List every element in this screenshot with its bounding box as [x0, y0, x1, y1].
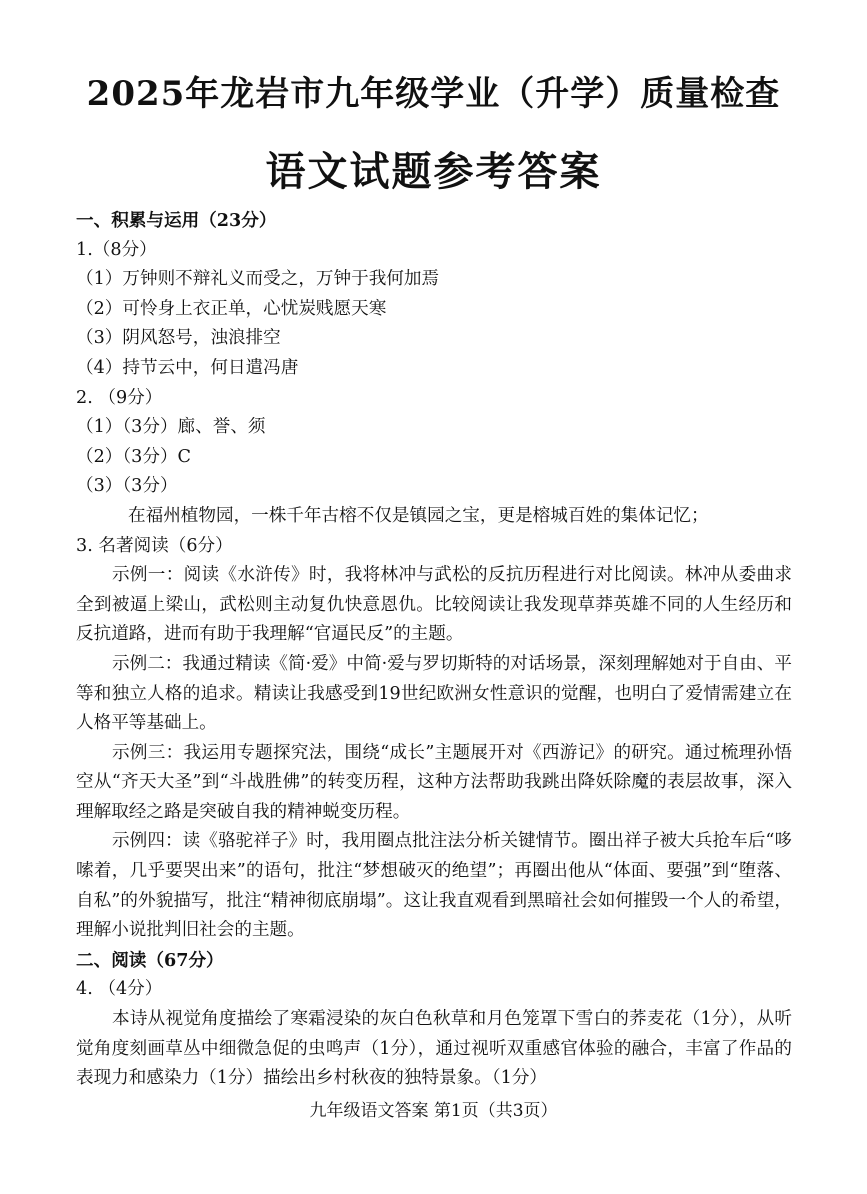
- q3-example-1: 示例一：阅读《水浒传》时，我将林冲与武松的反抗历程进行对比阅读。林冲从委曲求全到被逼上梁山，武松则主动复仇快意恩仇。比较阅读让我发现草莽英雄不同的人生经历和反抗道路，进而有助于我理解“官逼民反”的主题。: [76, 565, 792, 645]
- question-4-label: 4. （4分）: [76, 979, 163, 1000]
- q3-example-2: 示例二：我通过精读《简·爱》中简·爱与罗切斯特的对话场景，深刻理解她对于自由、平等和独立人格的追求。精读让我感受到19世纪欧洲女性意识的觉醒，也明白了爱情需建立在人格平等基础上。: [76, 653, 792, 734]
- section-heading-1: 一、积累与运用（23分）: [76, 210, 277, 231]
- q1-answer-3: （3）阴风怒号，浊浪排空: [76, 328, 281, 349]
- q1-answer-1: （1）万钟则不辩礼义而受之，万钟于我何加焉: [76, 269, 440, 290]
- page-footer: 九年级语文答案 第1页（共3页）: [309, 1101, 558, 1121]
- answer-key-title: 语文试题参考答案: [265, 148, 602, 195]
- q1-answer-4: （4）持节云中，何日遣冯唐: [76, 357, 299, 378]
- question-2-label: 2. （9分）: [76, 387, 163, 408]
- section-heading-2: 二、阅读（67分）: [76, 949, 224, 971]
- q3-example-3: 示例三：我运用专题探究法，围绕“成长”主题展开对《西游记》的研究。通过梳理孙悟空从“齐天大圣”到“斗战胜佛”的转变历程，这种方法帮助我跳出降妖除魔的表层故事，深入理解取经之路是突破自我的精神蜕变历程。: [76, 742, 792, 822]
- q2-answer-2: （2）（3分）C: [76, 446, 192, 467]
- question-3-label: 3. 名著阅读（6分）: [76, 535, 233, 556]
- q1-answer-2: （2）可怜身上衣正单，心忧炭贱愿天寒: [76, 298, 387, 319]
- q3-example-4: 示例四：读《骆驼祥子》时，我用圈点批注法分析关键情节。圈出祥子被大兵抢车后“哆嗦着，几乎要哭出来”的语句，批注“梦想破灭的绝望”；再圈出他从“体面、要强”到“堕落、自私”的外貌描写，批注“精神彻底崩塌”。这让我直观看到黑暗社会如何摧毁一个人的希望，理解小说批判旧社会的主题。: [76, 831, 792, 941]
- q2-answer-3: （3）（3分）: [76, 476, 178, 497]
- exam-title: 2025年龙岩市九年级学业（升学）质量检查: [86, 74, 781, 114]
- q4-answer: 本诗从视觉角度描绘了寒霜浸染的灰白色秋草和月色笼罩下雪白的荞麦花（1分），从听觉角度刻画草丛中细微急促的虫鸣声（1分），通过视听双重感官体验的融合，丰富了作品的表现力和感染力（1分）描绘出乡村秋夜的独特景象。（1分）: [76, 1009, 792, 1089]
- q2-answer-1: （1）（3分）廊、誉、须: [76, 417, 266, 438]
- document-body: [76, 206, 792, 1094]
- question-1-label: 1.（8分）: [76, 239, 157, 260]
- q2-answer-3-text: 在福州植物园，一株千年古榕不仅是镇园之宝，更是榕城百姓的集体记忆；: [128, 505, 709, 526]
